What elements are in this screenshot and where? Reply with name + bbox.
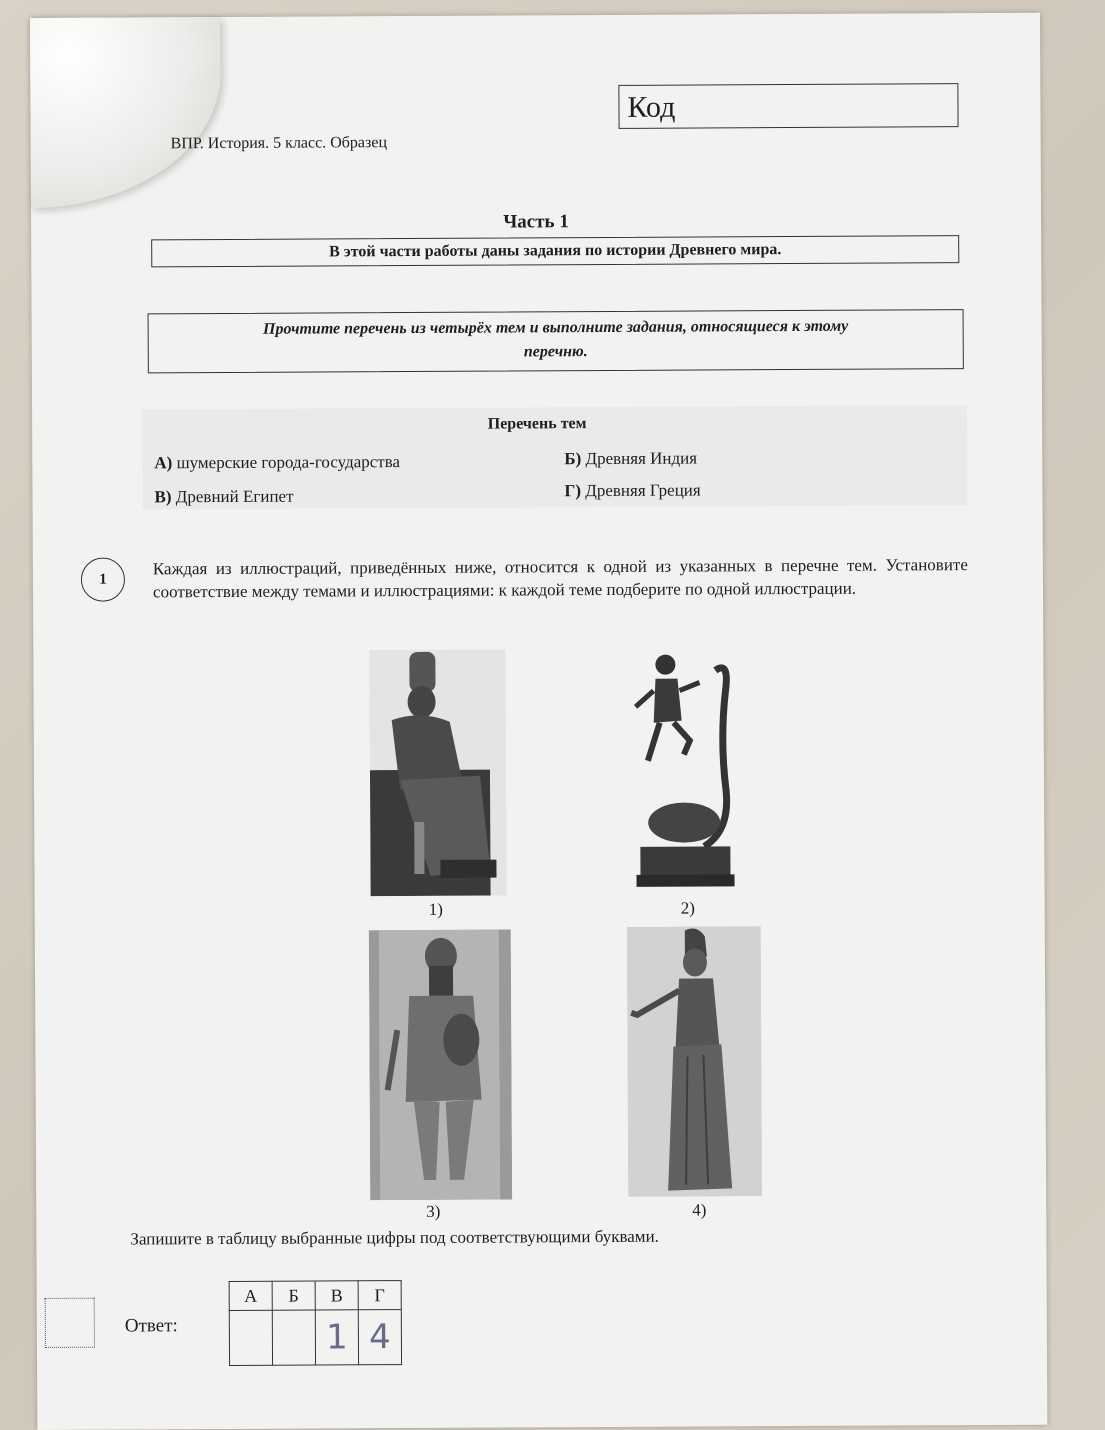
- topic-letter: А): [154, 453, 173, 473]
- illustration-2-indian-bronze: [633, 650, 744, 891]
- topic-a: [154, 452, 400, 473]
- answer-header-row: [229, 1281, 401, 1311]
- page-header: ВПР. История. 5 класс. Образец: [170, 134, 388, 153]
- answer-cell-b[interactable]: [272, 1310, 315, 1365]
- topic-v: [154, 487, 293, 508]
- answer-header-cell: В: [315, 1281, 358, 1310]
- answer-value-row: [229, 1310, 401, 1366]
- score-box: [45, 1298, 95, 1348]
- topic-g: [564, 480, 700, 501]
- topic-letter: Б): [564, 449, 582, 469]
- answer-header-cell: Г: [358, 1281, 401, 1310]
- illustration-4-greek-athena: [627, 926, 762, 1197]
- caption-3: 3): [426, 1201, 441, 1221]
- question-text: Каждая из иллюстраций, приведённых ниже, относится к одной из указанных в перечне тем. Установите соответствие между темами и иллюстрациями: к каждой теме подберите по одной иллюстрации.: [152, 555, 968, 602]
- answer-header-cell: Б: [272, 1281, 315, 1310]
- caption-4: 4): [692, 1200, 707, 1220]
- caption-2: 2): [680, 898, 695, 918]
- illustration-3-assyrian-relief: [369, 929, 512, 1200]
- part-title: Часть 1: [503, 211, 569, 233]
- answer-cell-a[interactable]: [229, 1310, 272, 1365]
- code-box: Код: [618, 83, 958, 129]
- illustration-1-egyptian-statue: [369, 650, 506, 897]
- instruction-line-2: перечню.: [523, 343, 588, 361]
- topic-b: [564, 449, 697, 470]
- question-number: 1: [81, 558, 125, 602]
- topic-text: Древний Египет: [175, 486, 294, 507]
- topic-letter: В): [154, 487, 172, 507]
- instruction-box: [148, 309, 964, 373]
- answer-label: Ответ:: [124, 1315, 178, 1337]
- answer-cell-v[interactable]: 1: [315, 1310, 358, 1365]
- topic-text: Древняя Индия: [585, 448, 698, 469]
- part-description-box: В этой части работы даны задания по истории Древнего мира.: [151, 235, 959, 267]
- instruction-line-1: Прочтите перечень из четырёх тем и выполните задания, относящиеся к этому: [262, 317, 849, 338]
- exam-sheet: [30, 13, 1047, 1430]
- themes-title: Перечень тем: [487, 415, 587, 433]
- topic-text: Древняя Греция: [585, 480, 701, 501]
- topic-text: шумерские города-государства: [176, 452, 401, 473]
- topic-letter: Г): [564, 481, 582, 501]
- answer-cell-g[interactable]: 4: [358, 1310, 401, 1365]
- caption-1: 1): [428, 899, 443, 919]
- answer-table: [229, 1280, 402, 1366]
- page-curl: [30, 17, 221, 208]
- table-instruction: Запишите в таблицу выбранные цифры под соответствующими буквами.: [130, 1226, 659, 1249]
- answer-header-cell: А: [229, 1281, 272, 1310]
